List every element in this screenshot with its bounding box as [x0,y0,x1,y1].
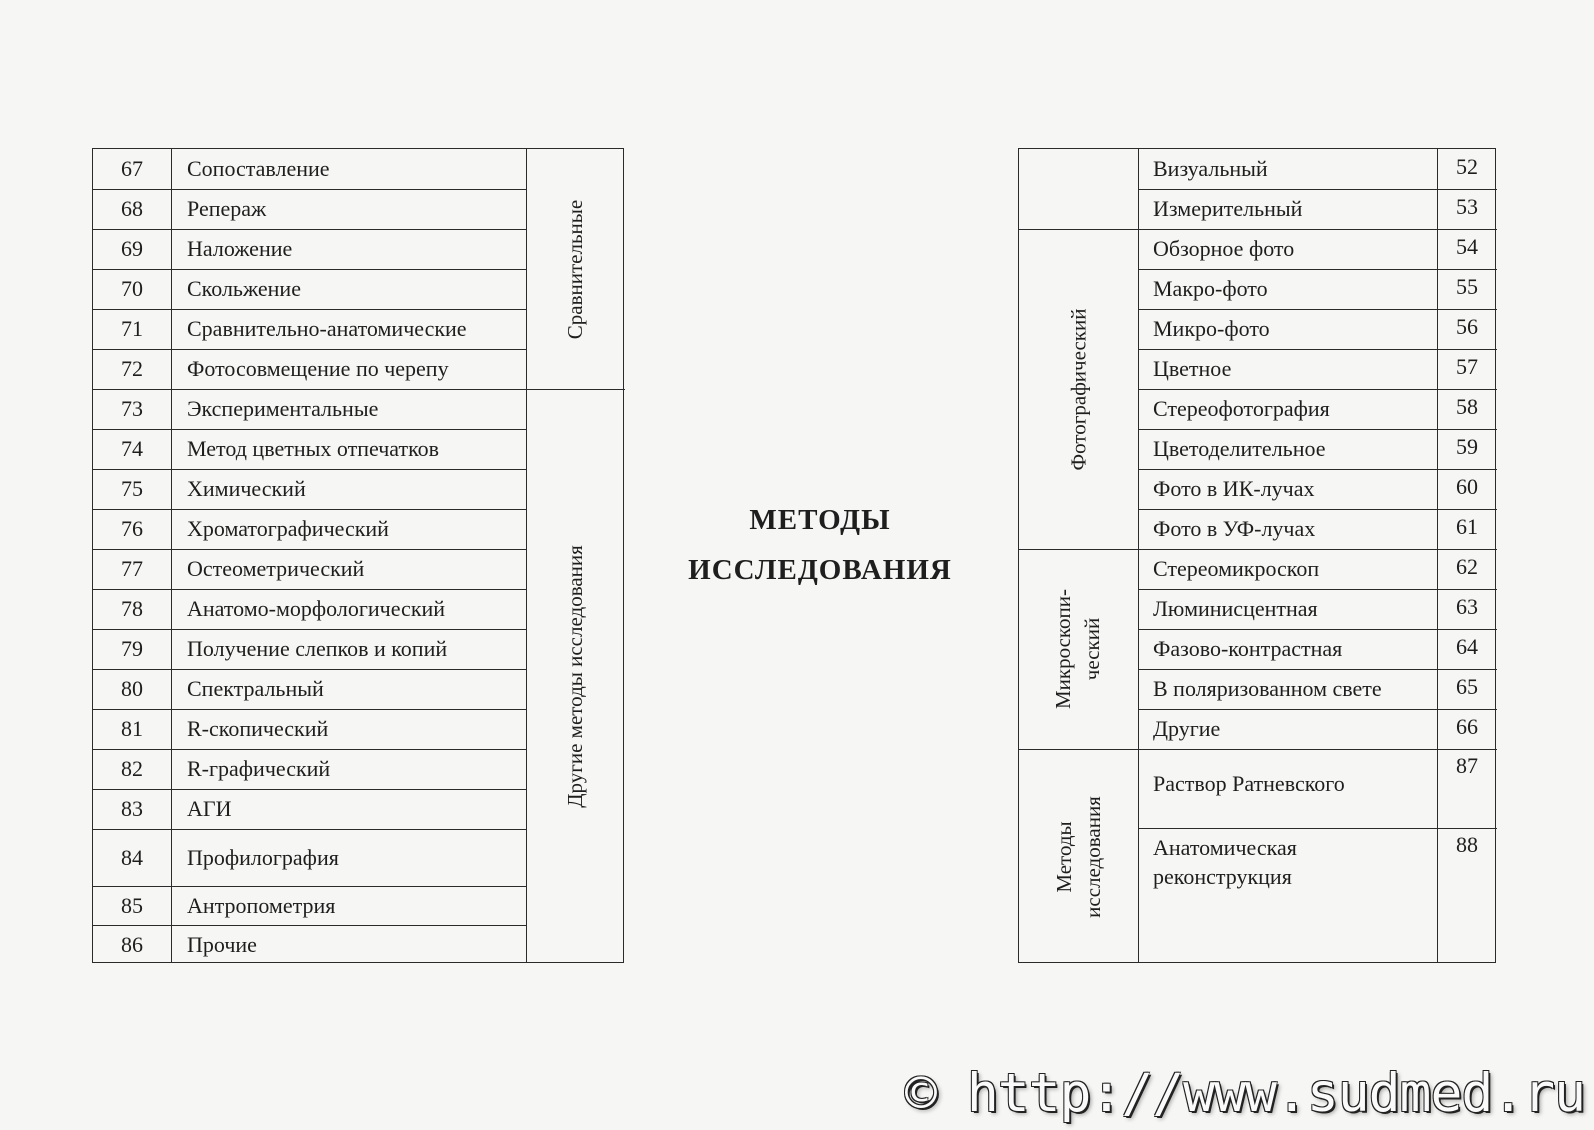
method-label: R-графический [187,756,331,781]
row-number: 77 [121,556,143,581]
method-label: Микро-фото [1153,316,1270,341]
method-label: R-скопический [187,716,329,741]
method-label: Сопоставление [187,156,330,181]
row-number: 57 [1456,354,1478,379]
row-number: 88 [1456,832,1478,857]
method-label: Скольжение [187,276,301,301]
group-label-photographic: Фотографический [1066,308,1090,470]
method-label: Раствор Ратневского [1153,770,1345,796]
row-number: 70 [121,276,143,301]
row-number: 64 [1456,634,1478,659]
row-number: 73 [121,396,143,421]
method-label: Обзорное фото [1153,236,1295,261]
row-number: 71 [121,316,143,341]
left-methods-table [92,148,624,963]
group-label-other-methods-cell [526,389,625,964]
row-number: 82 [121,756,143,781]
method-label: Фотосовмещение по черепу [187,356,449,381]
row-number: 52 [1456,154,1478,179]
method-label: Метод цветных отпечатков [187,436,440,461]
group-label-comparative: Сравнительные [563,199,588,339]
row-number: 72 [121,356,143,381]
method-label: Антропометрия [187,892,336,918]
row-number: 86 [121,931,143,957]
row-number: 54 [1456,234,1478,259]
method-label: Визуальный [1153,156,1268,181]
method-label: Репераж [187,196,267,221]
row-number: 68 [121,196,143,221]
method-label: Стереомикроскоп [1153,556,1320,581]
group-label-comparative-cell [526,149,625,389]
row-number: 53 [1456,194,1478,219]
right-methods-table [1018,148,1496,963]
method-label: АГИ [187,796,232,821]
row-number: 63 [1456,594,1478,619]
method-label: Сравнительно-анатомические [187,316,467,341]
row-number: 56 [1456,314,1478,339]
row-number: 75 [121,476,143,501]
method-label: Анатомическая реконструкция [1153,835,1297,889]
method-label: Фазово-контрастная [1153,636,1343,661]
method-label: Спектральный [187,676,324,701]
row-number: 59 [1456,434,1478,459]
row-number: 65 [1456,674,1478,699]
group-label-microscopic: Микроскопи- ческий [1051,588,1105,710]
method-label: Остеометрический [187,556,365,581]
row-number: 80 [121,676,143,701]
group-label-research-methods-cell [1019,749,1138,964]
method-label: Хроматографический [187,516,389,541]
row-number: 66 [1456,714,1478,739]
method-label: Профилография [187,844,339,870]
row-number: 58 [1456,394,1478,419]
method-label: Наложение [187,236,293,261]
method-label: Анатомо-морфологический [187,596,446,621]
group-label-other-methods: Другие методы исследования [563,545,588,808]
row-number: 69 [121,236,143,261]
row-number: 83 [121,796,143,821]
row-number: 76 [121,516,143,541]
row-number: 84 [121,844,143,870]
row-number: 78 [121,596,143,621]
row-number: 87 [1456,753,1478,778]
method-label: Цветное [1153,356,1232,381]
method-label: Другие [1153,716,1221,741]
method-label: Фото в УФ-лучах [1153,516,1316,541]
group-label-research-methods: Методы исследования [1051,795,1105,918]
group-label-photographic-cell [1019,229,1138,549]
row-number: 74 [121,436,143,461]
method-label: Фото в ИК-лучах [1153,476,1315,501]
method-label: Экспериментальные [187,396,379,421]
method-label: Стереофотография [1153,396,1330,421]
row-number: 81 [121,716,143,741]
row-number: 62 [1456,554,1478,579]
title-line-1: МЕТОДЫ [749,504,891,536]
row-number: 61 [1456,514,1478,539]
group-label-microscopic-cell [1019,549,1138,749]
watermark: © http://www.sudmed.ru [905,1063,1585,1124]
method-label: Цветоделительное [1153,436,1326,461]
method-label: Получение слепков и копий [187,636,448,661]
method-label: Прочие [187,931,257,957]
group-label-empty-cell [1019,149,1138,229]
method-label: Химический [187,476,306,501]
method-label: Макро-фото [1153,276,1268,301]
method-label: Измерительный [1153,196,1303,221]
row-number: 55 [1456,274,1478,299]
method-label: Люминисцентная [1153,596,1318,621]
row-number: 60 [1456,474,1478,499]
page-title [640,495,1000,595]
title-line-2: ИССЛЕДОВАНИЯ [688,554,952,586]
row-number: 85 [121,892,143,918]
row-number: 79 [121,636,143,661]
row-number: 67 [121,156,143,181]
method-label: В поляризованном свете [1153,676,1382,701]
